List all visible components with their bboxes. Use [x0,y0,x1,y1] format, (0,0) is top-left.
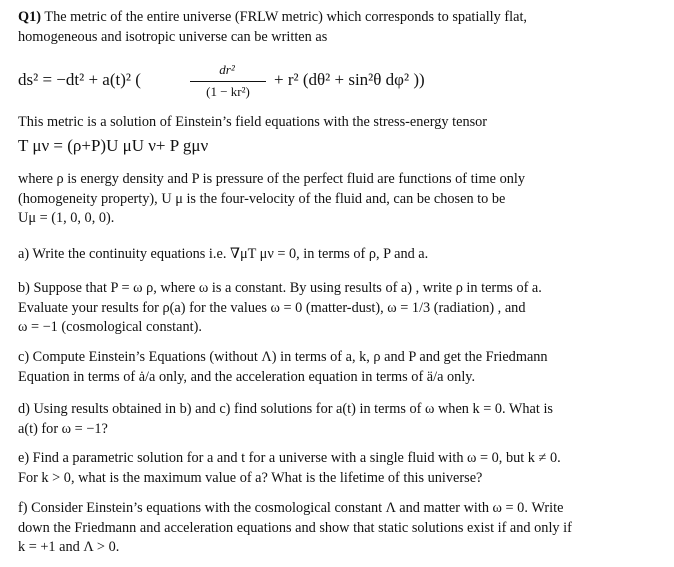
part-b-line-3: ω = −1 (cosmological constant). [18,319,202,335]
where-paragraph [18,170,658,229]
part-c-line-1: c) Compute Einstein’s Equations (without Λ) in terms of a, k, ρ and P and get the Friedmann [18,349,548,365]
solution-sentence [18,113,658,133]
intro-line-2: homogeneous and isotropic universe can be written as [18,28,328,45]
part-c [18,348,658,387]
metric-lhs: ds² = −dt² + a(t)² ( [18,70,141,89]
part-a [18,245,658,265]
part-e-line-1: e) Find a parametric solution for a and t for a universe with a single fluid with ω = 0, but k ≠ 0. [18,450,561,466]
question-number: Q1) [18,9,42,25]
part-f-line-3: k = +1 and Λ > 0. [18,539,120,555]
frlw-metric-equation [18,60,658,104]
part-c-line-2: Equation in terms of ȧ/a only, and the acceleration equation in terms of ä/a only. [18,368,476,385]
part-b-line-1: b) Suppose that P = ω ρ, where ω is a constant. By using results of a) , write ρ in terms of a. [18,280,542,296]
part-b-line-2: Evaluate your results for ρ(a) for the values ω = 0 (matter-dust), ω = 1/3 (radiation) , and [18,299,526,316]
intro-line-1: The metric of the entire universe (FRLW metric) which corresponds to spatially flat, [44,9,527,25]
part-f-line-1: f) Consider Einstein’s equations with the cosmological constant Λ and matter with ω = 0. Write [18,500,564,516]
where-line-2: (homogeneity property), U μ is the four-velocity of the fluid and, can be chosen to be [18,190,506,207]
fraction-denominator: (1 − kr²) [206,84,250,99]
fraction-numerator: dr² [219,62,235,77]
metric-fraction [188,60,266,104]
where-line-1: where ρ is energy density and P is pressure of the perfect fluid are functions of time only [18,171,525,187]
solution-line: This metric is a solution of Einstein’s field equations with the stress-energy tensor [18,114,488,130]
part-a-line-1: a) Write the continuity equations i.e. ∇μT μν = 0, in terms of ρ, P and a. [18,246,429,262]
stress-energy-tensor: T μν = (ρ+P)U μU ν+ P gμν [18,136,209,155]
part-d [18,400,658,439]
metric-rhs: + r² (dθ² + sin²θ dφ² )) [274,70,425,89]
where-line-3: Uμ = (1, 0, 0, 0). [18,210,115,226]
part-d-line-2: a(t) for ω = −1? [18,420,108,437]
part-b [18,279,658,338]
part-f [18,499,658,558]
part-d-line-1: d) Using results obtained in b) and c) find solutions for a(t) in terms of ω when k = 0. What is [18,401,553,417]
fraction-bar [190,81,266,82]
question-intro [18,8,658,47]
part-f-line-2: down the Friedmann and acceleration equations and show that static solutions exist if and only if [18,519,572,536]
part-e-line-2: For k > 0, what is the maximum value of a? What is the lifetime of this universe? [18,469,483,486]
part-e [18,449,658,488]
